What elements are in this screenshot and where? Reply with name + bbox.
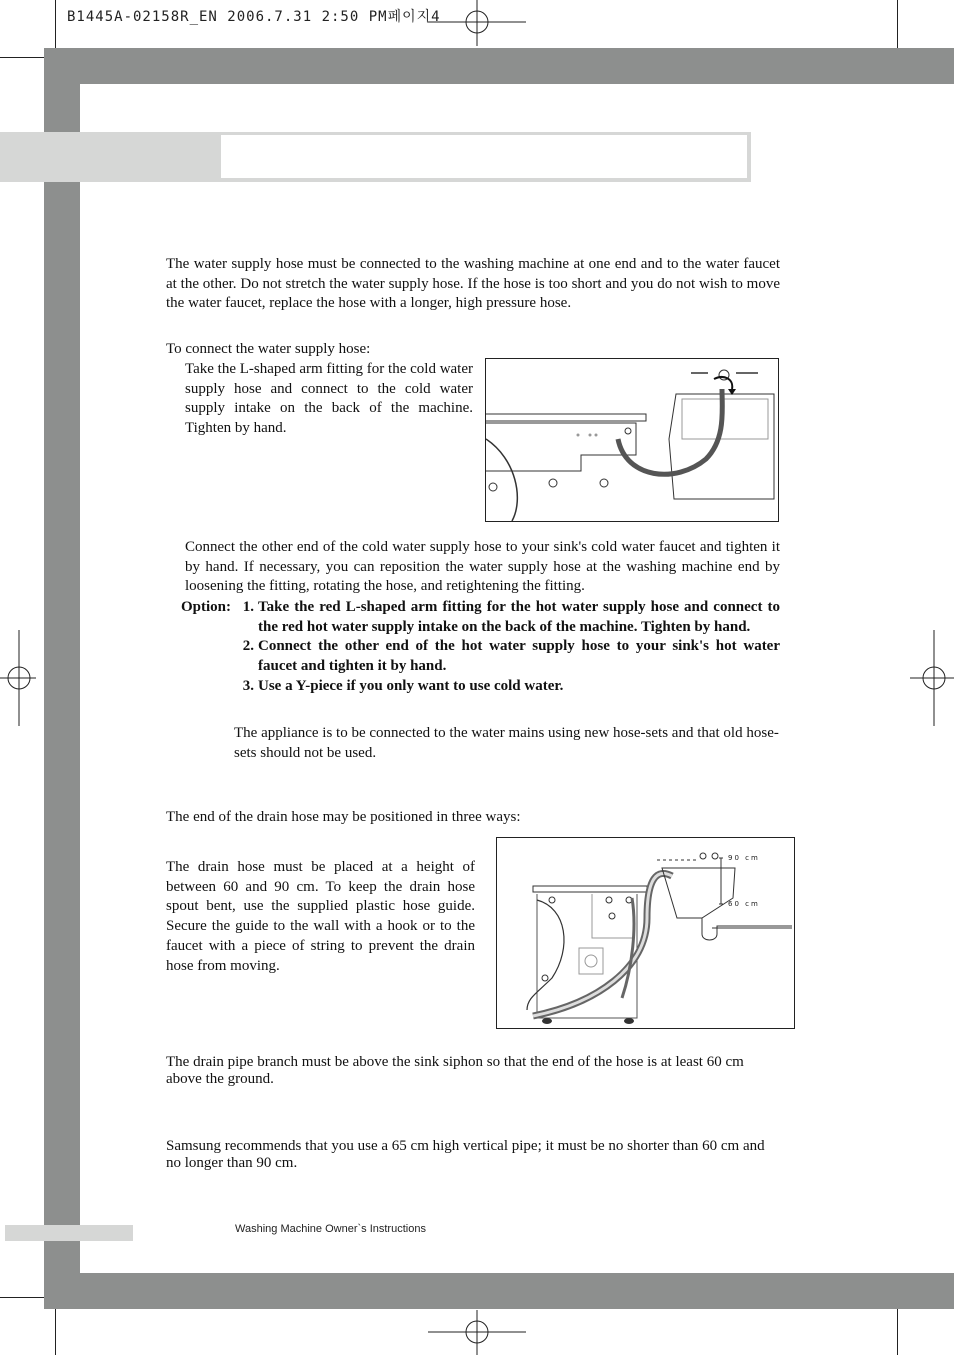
section-banner-title bbox=[221, 135, 747, 178]
option-number: 1. bbox=[242, 599, 254, 615]
connect-heading: To connect the water supply hose: bbox=[166, 341, 371, 357]
registration-target-right bbox=[910, 630, 954, 726]
crop-mark-bottom-left-v bbox=[55, 1309, 56, 1355]
option-number: 2. bbox=[242, 638, 254, 655]
step-two-text: Connect the other end of the cold water supply hose to your sink's cold water faucet and tighten it by hand. If necessary, you can reposition the water supply hose at the washing machine end by loosening the fitting, rotating the hose, and retightening the fitting. bbox=[185, 539, 780, 595]
registration-target-bottom bbox=[428, 1310, 526, 1355]
options-list bbox=[234, 598, 780, 697]
footer-page-tab bbox=[5, 1225, 133, 1241]
print-header: B1445A-02158R_EN 2006.7.31 2:50 PM페이지4 bbox=[67, 9, 441, 25]
drain-sink-text: The drain hose must be placed at a height of between 60 and 90 cm. To keep the drain hose spout bent, use the supplied plastic hose guide. Secure the guide to the wall with a hook or to the faucet with a piece of string to prevent the drain hose from moving. bbox=[166, 859, 475, 974]
option-text: Take the red L-shaped arm fitting for the hot water supply hose and connect to the red hot water supply intake on the back of the machine. Tighten by hand. bbox=[258, 599, 780, 635]
crop-mark-top-right-v bbox=[897, 0, 898, 48]
hose-set-note: The appliance is to be connected to the water mains using new hose-sets and that old hose-sets should not be used. bbox=[234, 725, 779, 761]
water-supply-illustration bbox=[486, 359, 778, 521]
vertical-pipe-text: Samsung recommends that you use a 65 cm high vertical pipe; it must be no shorter than 60 cm and no longer than 90 cm. bbox=[166, 1138, 765, 1171]
option-item bbox=[234, 637, 780, 676]
water-supply-figure bbox=[485, 358, 779, 522]
footer-text: Washing Machine Owner`s Instructions bbox=[235, 1223, 426, 1235]
height-label-90: 90 cm bbox=[728, 854, 760, 862]
option-label: Option: bbox=[181, 599, 232, 615]
water-supply-intro: The water supply hose must be connected to the washing machine at one end and to the water faucet at the other. Do not stretch the water supply hose. If the hose is too short and you do not wish to move the water faucet, replace the hose with a longer, high pressure hose. bbox=[166, 256, 780, 312]
drain-intro: The end of the drain hose may be positioned in three ways: bbox=[166, 809, 521, 825]
frame-bottom-bar bbox=[44, 1273, 954, 1309]
drain-hose-illustration bbox=[497, 838, 794, 1028]
crop-mark-bottom-right-v bbox=[897, 1309, 898, 1355]
option-number: 3. bbox=[242, 677, 254, 694]
crop-mark-bottom-left-h bbox=[0, 1297, 44, 1298]
frame-top-bar bbox=[44, 48, 954, 84]
section-banner-tab bbox=[0, 132, 218, 182]
step-one-text: Take the L-shaped arm fitting for the cold water supply hose and connect to the cold water supply intake on the back of the machine. Tighten by hand. bbox=[185, 361, 474, 437]
crop-mark-top-left-v bbox=[55, 0, 56, 48]
option-text: Connect the other end of the hot water supply hose to your sink's hot water faucet and tighten it by hand. bbox=[258, 638, 780, 675]
drain-pipe-branch-text: The drain pipe branch must be above the sink siphon so that the end of the hose is at least 60 cm above the ground. bbox=[166, 1054, 744, 1087]
option-text: Use a Y-piece if you only want to use cold water. bbox=[258, 677, 564, 694]
registration-target-left bbox=[0, 630, 40, 726]
option-item bbox=[234, 677, 780, 697]
frame-left-bar bbox=[44, 48, 80, 1309]
crop-mark-top-left-h bbox=[0, 57, 44, 58]
height-label-60: 60 cm bbox=[728, 900, 760, 908]
option-item bbox=[234, 598, 780, 637]
drain-hose-figure bbox=[496, 837, 795, 1029]
registration-target-top bbox=[428, 0, 526, 46]
